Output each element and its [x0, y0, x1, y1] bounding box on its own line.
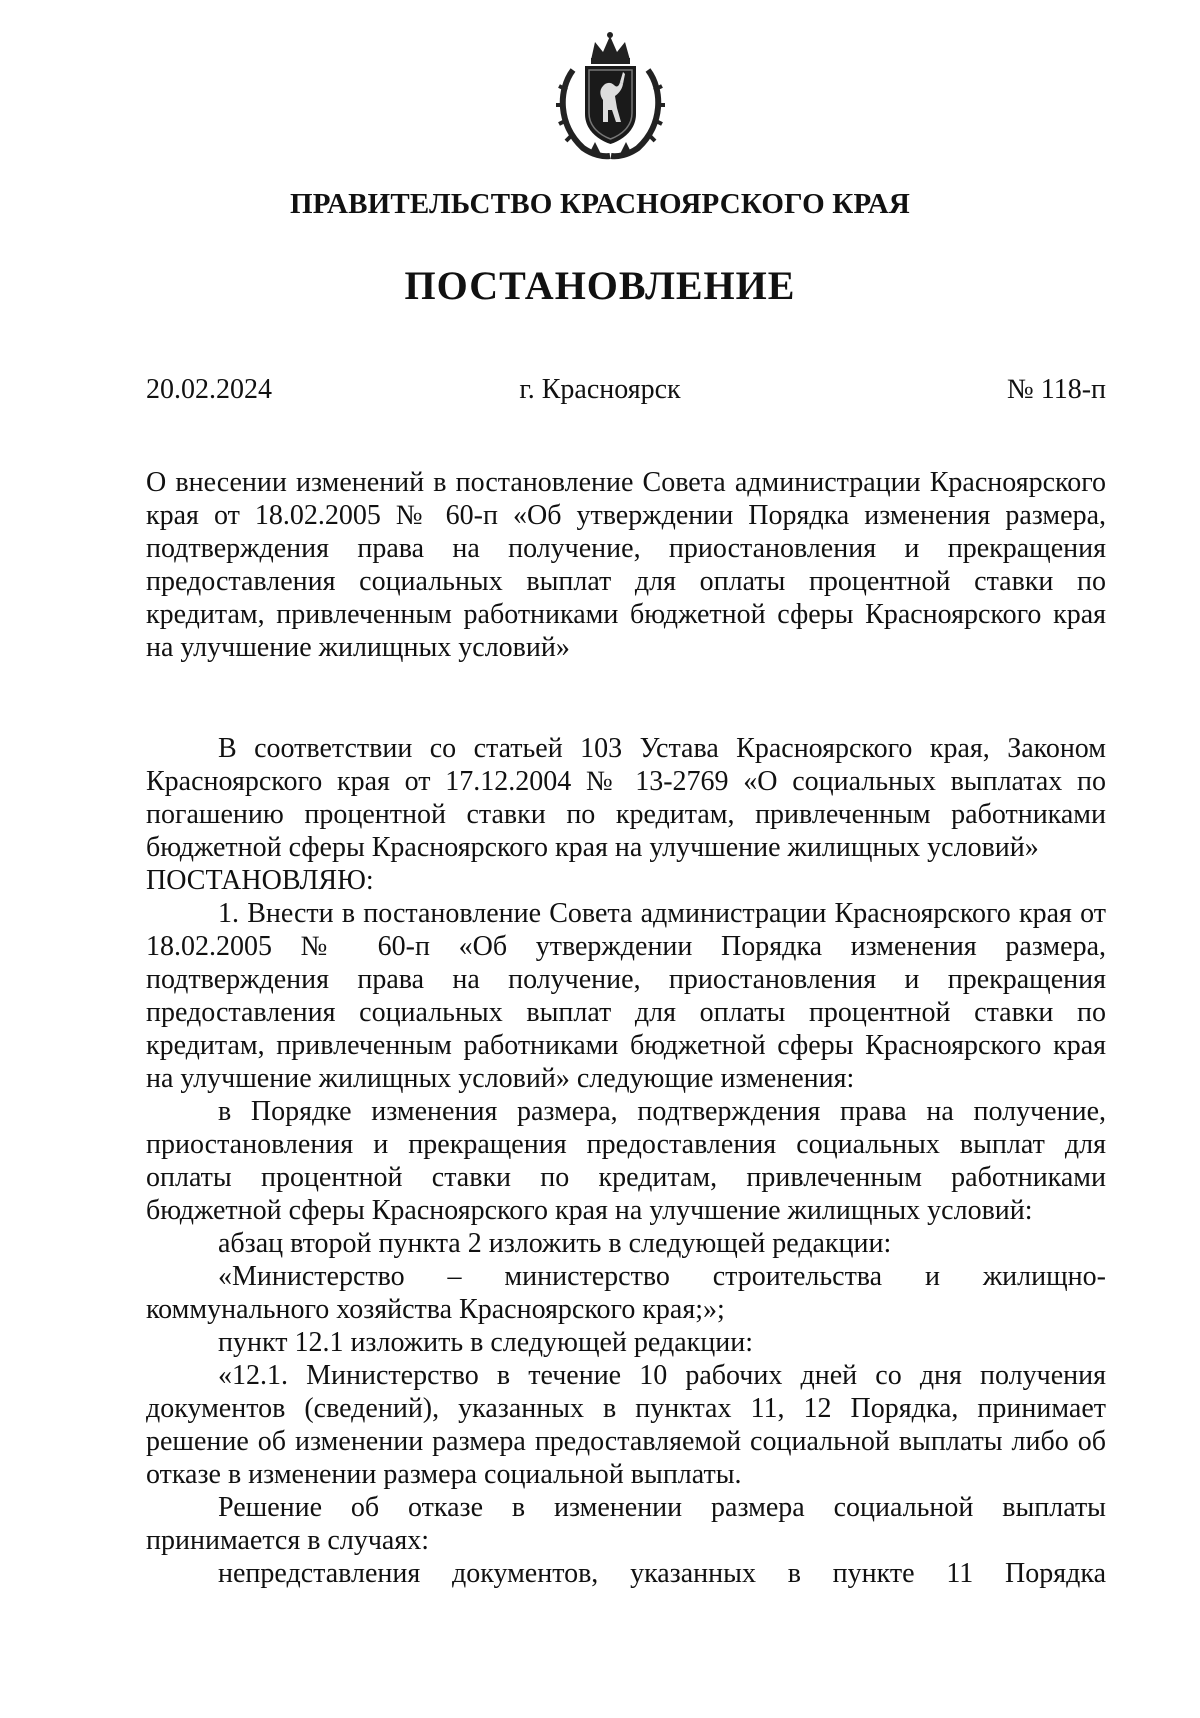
- paragraph-decree: ПОСТАНОВЛЯЮ:: [146, 865, 374, 896]
- paragraph-point-12-1: пункт 12.1 изложить в следующей редакции:: [218, 1327, 753, 1358]
- paragraph-item-1: 1. Внести в постановление Совета администрации Красноярского края от 18.02.2005 № 60-п «Об утверждении Порядка изменения размера, подтверждения права на получение, приостановления и прекращения предоставления социальных выплат для оплаты процентной ставки по кредитам, привлеченным работниками бюджетной сферы Красноярского края на улучшение жилищных условий» следующие изменения:: [146, 898, 1106, 1094]
- document-city: г. Красноярск: [519, 374, 681, 405]
- document-heading: О внесении изменений в постановление Совета администрации Красноярского края от 18.02.2005 № 60-п «Об утверждении Порядка изменения размера, подтверждения права на получение, приостановления и прекращения предоставления социальных выплат для оплаты процентной ставки по кредитам, привлеченным работниками бюджетной сферы Красноярского края на улучшение жилищных условий»: [146, 467, 1106, 663]
- paragraph-ministry-definition: «Министерство – министерство строительства и жилищно-коммунального хозяйства Красноярского края;»;: [146, 1261, 1106, 1325]
- paragraph-non-submission: непредставления документов, указанных в пункте 11 Порядка: [218, 1558, 1106, 1589]
- paragraph-abzac-2: абзац второй пункта 2 изложить в следующей редакции:: [218, 1228, 892, 1259]
- document-body: [146, 732, 1106, 1590]
- document-number: № 118-п: [1007, 374, 1106, 405]
- government-name: ПРАВИТЕЛЬСТВО КРАСНОЯРСКОГО КРАЯ: [289, 188, 911, 220]
- paragraph-preamble: В соответствии со статьей 103 Устава Красноярского края, Законом Красноярского края от 17.12.2004 № 13-2769 «О социальных выплатах по погашению процентной ставки по кредитам, привлеченным работниками бюджетной сферы Красноярского края на улучшение жилищных условий»: [146, 733, 1106, 863]
- paragraph-refusal-cases: Решение об отказе в изменении размера социальной выплаты принимается в случаях:: [146, 1492, 1106, 1556]
- document-type-title: ПОСТАНОВЛЕНИЕ: [404, 263, 796, 308]
- paragraph-12-1-text: «12.1. Министерство в течение 10 рабочих дней со дня получения документов (сведений), указанных в пунктах 11, 12 Порядка, принимает решение об изменении размера предоставляемой социальной выплаты либо об отказе в изменении размера социальной выплаты.: [146, 1360, 1106, 1490]
- document-date: 20.02.2024: [146, 374, 272, 405]
- coat-of-arms-icon: [553, 30, 668, 160]
- paragraph-order-changes: в Порядке изменения размера, подтверждения права на получение, приостановления и прекращения предоставления социальных выплат для оплаты процентной ставки по кредитам, привлеченным работниками бюджетной сферы Красноярского края на улучшение жилищных условий:: [146, 1096, 1106, 1226]
